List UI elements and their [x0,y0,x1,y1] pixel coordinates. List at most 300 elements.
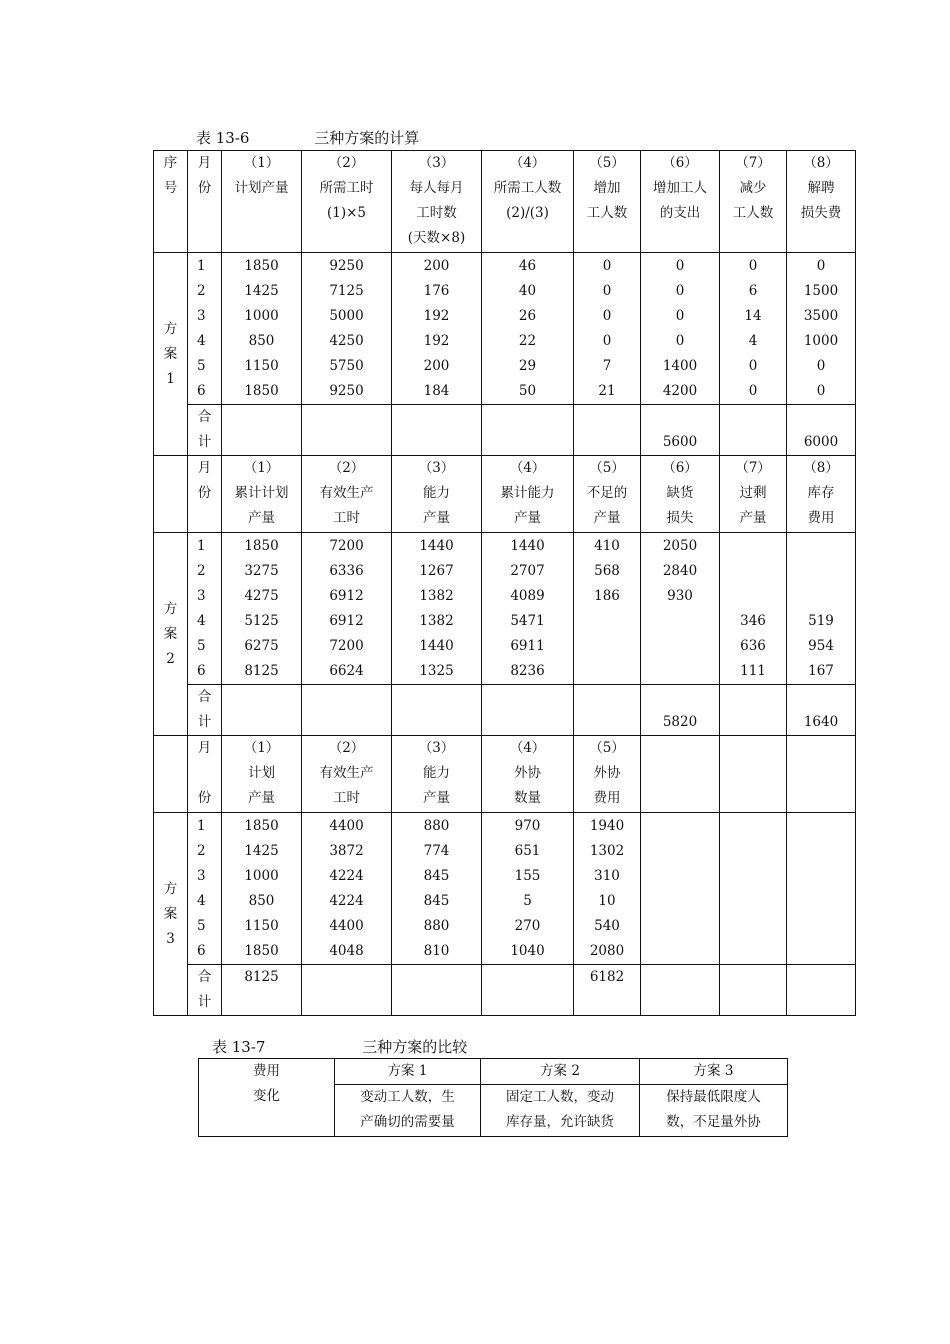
value-cell: 0 [720,354,787,379]
header-line: （1） [243,740,280,756]
plan-desc [335,1085,481,1137]
value-cell [720,889,787,914]
value-cell: 3872 [302,839,392,864]
plan-label-line: 方 [163,880,178,897]
value-cell: 6624 [302,659,392,685]
value-cell: 651 [482,839,574,864]
header-line: 工人数 [586,205,628,221]
header-cell [392,456,482,533]
value-cell: 0 [787,354,856,379]
month-cell: 5 [188,634,222,659]
month-cell: 1 [188,253,222,280]
header-line: 外协 [593,765,621,781]
header-line: 所需工时 [319,180,374,196]
value-cell [720,559,787,584]
plan-desc [640,1085,788,1137]
value-cell: 1382 [392,609,482,634]
value-cell: 636 [720,634,787,659]
value-cell: 10 [574,889,641,914]
header-line: （2） [328,460,365,476]
month-cell: 6 [188,939,222,965]
month-cell: 5 [188,354,222,379]
total-cell: 6182 [574,965,641,1016]
total-cell [482,685,574,736]
plan-desc-line: 变动工人数，生 [360,1089,455,1105]
value-cell: 1302 [574,839,641,864]
header-line [641,736,719,761]
header-line: 累计计划 [234,485,289,501]
value-cell: 2050 [641,533,720,560]
header-line: 产量 [514,510,541,526]
total-label-cell [188,965,222,1016]
value-cell: 1382 [392,584,482,609]
value-cell: 0 [641,279,720,304]
header-line: (2)/(3) [506,205,549,221]
total-label-line: 合 [197,409,212,425]
header-cell [302,151,392,253]
total-cell: 5600 [641,405,720,456]
header-line: 工时数 [416,205,457,221]
value-cell: 0 [641,329,720,354]
value-cell: 6275 [222,634,302,659]
header-month-line: 月 [197,155,212,171]
header-cell [641,736,720,813]
value-cell [720,584,787,609]
header-cell [482,151,574,253]
value-cell: 1267 [392,559,482,584]
value-cell [787,813,856,840]
value-cell: 1440 [392,634,482,659]
value-cell [720,533,787,560]
table-13-7 [198,1058,788,1137]
value-cell [720,839,787,864]
total-label-line: 计 [197,994,212,1010]
total-cell: 5820 [641,685,720,736]
total-cell [222,685,302,736]
value-cell: 0 [787,379,856,405]
value-cell: 1850 [222,253,302,280]
value-cell: 7200 [302,634,392,659]
value-cell [787,939,856,965]
value-cell: 4400 [302,914,392,939]
total-cell: 8125 [222,965,302,1016]
header-cell [302,736,392,813]
plan-label-line: 方 [163,600,178,617]
header-line: 不足的 [586,485,628,501]
month-cell: 6 [188,379,222,405]
value-cell: 0 [641,304,720,329]
value-cell: 50 [482,379,574,405]
header-cell [641,456,720,533]
row-label-line: 费用 [253,1063,280,1079]
header-line: 费用 [807,510,835,526]
value-cell [720,939,787,965]
value-cell [641,939,720,965]
header-month-cell [188,736,222,813]
header-line: （6） [662,155,698,171]
value-cell: 6912 [302,609,392,634]
header-cell [574,736,641,813]
value-cell: 519 [787,609,856,634]
plan-header-text: 方案 2 [540,1063,580,1079]
value-cell [720,914,787,939]
total-cell [392,685,482,736]
total-cell [392,405,482,456]
plan-header [335,1059,481,1085]
header-line [720,786,786,811]
value-cell: 1325 [392,659,482,685]
value-cell [574,609,641,634]
header-line: 所需工人数 [493,180,562,196]
value-cell: 26 [482,304,574,329]
header-cell [787,151,856,253]
plan-desc [481,1085,640,1137]
value-cell: 3500 [787,304,856,329]
header-line [720,761,786,786]
header-cell [787,736,856,813]
total-label-line: 计 [197,714,212,730]
plan-desc-line: 保持最低限度人 [666,1089,761,1105]
header-line: 有效生产 [319,485,374,501]
header-line: （5） [589,740,625,756]
value-cell: 6912 [302,584,392,609]
value-cell: 6 [720,279,787,304]
blank-cell [154,736,188,813]
table-13-7-number: 表 13-7 [212,1038,266,1056]
value-cell: 4275 [222,584,302,609]
total-cell [641,965,720,1016]
plan-label-cell [154,813,188,1016]
total-cell [574,685,641,736]
table-13-7-caption [212,1036,467,1057]
header-cell [392,151,482,253]
value-cell: 4200 [641,379,720,405]
header-line: （8） [803,460,839,476]
value-cell: 7125 [302,279,392,304]
value-cell: 200 [392,354,482,379]
value-cell [720,813,787,840]
header-line: 能力 [423,485,450,501]
value-cell: 2840 [641,559,720,584]
value-cell [641,914,720,939]
plan-label-line: 方 [163,320,178,337]
total-label-cell [188,685,222,736]
value-cell: 4400 [302,813,392,840]
header-line: 减少 [739,180,767,196]
header-month-cell [188,456,222,533]
value-cell: 346 [720,609,787,634]
header-line: 过剩 [739,485,767,501]
value-cell: 1850 [222,939,302,965]
value-cell [787,839,856,864]
value-cell: 540 [574,914,641,939]
value-cell: 22 [482,329,574,354]
header-cell [482,736,574,813]
value-cell: 0 [720,253,787,280]
table-13-6-number: 表 13-6 [196,129,250,147]
total-cell [720,965,787,1016]
header-cell [222,456,302,533]
header-line: 能力 [423,765,450,781]
header-cell [222,736,302,813]
value-cell: 1850 [222,379,302,405]
header-no-cell [154,151,188,253]
value-cell: 1000 [787,329,856,354]
value-cell: 186 [574,584,641,609]
value-cell: 845 [392,889,482,914]
value-cell: 270 [482,914,574,939]
value-cell: 954 [787,634,856,659]
plan-desc-line: 固定工人数，变动 [506,1089,614,1105]
header-cell [720,456,787,533]
value-cell [787,559,856,584]
blank-cell [154,456,188,533]
plan-label-line: 2 [166,650,175,667]
header-line: 计划 [248,765,275,781]
plan-label-cell [154,253,188,456]
value-cell: 774 [392,839,482,864]
month-cell: 2 [188,559,222,584]
header-month-line: 月 [197,460,212,476]
header-month-cell [188,151,222,253]
plan-header [481,1059,640,1085]
value-cell [641,634,720,659]
value-cell [641,839,720,864]
header-cell [787,456,856,533]
value-cell: 0 [641,253,720,280]
header-cell [574,151,641,253]
value-cell: 46 [482,253,574,280]
month-cell: 1 [188,813,222,840]
header-line: 损失 [666,510,694,526]
total-cell [302,965,392,1016]
value-cell: 155 [482,864,574,889]
header-line: 累计能力 [500,485,555,501]
value-cell: 1150 [222,914,302,939]
value-cell: 4250 [302,329,392,354]
value-cell: 1150 [222,354,302,379]
header-line: （8） [803,155,839,171]
plan-label-line: 1 [166,370,175,387]
value-cell: 40 [482,279,574,304]
header-line: 损失费 [800,205,842,221]
value-cell: 1500 [787,279,856,304]
value-cell: 1400 [641,354,720,379]
value-cell [641,889,720,914]
header-line: （3） [418,460,455,476]
value-cell: 310 [574,864,641,889]
plan-desc-line: 数，不足量外协 [666,1114,761,1130]
header-line [787,761,855,786]
value-cell: 0 [574,253,641,280]
row-label-line: 变化 [253,1088,280,1104]
header-line: （7） [735,460,771,476]
value-cell: 0 [574,329,641,354]
total-label-line: 计 [197,434,212,450]
header-line: 产量 [248,510,275,526]
value-cell: 410 [574,533,641,560]
total-cell: 6000 [787,405,856,456]
value-cell [720,864,787,889]
header-line: (1)×5 [326,205,367,221]
header-line: （7） [735,155,771,171]
header-line: （4） [509,460,546,476]
header-line: 增加工人 [653,180,707,196]
header-line: 的支出 [659,205,701,221]
value-cell [641,659,720,685]
value-cell: 845 [392,864,482,889]
value-cell: 1425 [222,839,302,864]
value-cell: 4224 [302,864,392,889]
header-line: 产量 [248,790,275,806]
month-cell: 4 [188,329,222,354]
header-cell [482,456,574,533]
total-label-cell [188,405,222,456]
month-cell: 3 [188,864,222,889]
value-cell: 8125 [222,659,302,685]
value-cell: 5000 [302,304,392,329]
value-cell: 0 [574,279,641,304]
table-13-6-caption [196,127,419,148]
total-label-line: 合 [197,969,212,985]
month-cell: 4 [188,889,222,914]
value-cell: 111 [720,659,787,685]
month-cell: 2 [188,839,222,864]
value-cell: 1850 [222,533,302,560]
header-line: 库存 [807,485,835,501]
plan-header-text: 方案 1 [387,1063,428,1079]
value-cell: 7 [574,354,641,379]
header-cell [641,151,720,253]
header-line: 增加 [593,180,621,196]
value-cell: 810 [392,939,482,965]
value-cell: 184 [392,379,482,405]
value-cell: 2707 [482,559,574,584]
value-cell: 4224 [302,889,392,914]
header-line: 产量 [739,510,767,526]
value-cell: 568 [574,559,641,584]
month-cell: 1 [188,533,222,560]
value-cell: 4089 [482,584,574,609]
total-cell [392,965,482,1016]
table-13-7-title: 三种方案的比较 [362,1038,468,1056]
total-cell: 1640 [787,685,856,736]
value-cell [641,813,720,840]
header-line: （5） [589,155,625,171]
header-line: 缺货 [666,485,694,501]
value-cell: 1440 [392,533,482,560]
header-line: 计划产量 [234,180,289,196]
plan-header [640,1059,788,1085]
value-cell: 176 [392,279,482,304]
value-cell: 14 [720,304,787,329]
header-line: 产量 [423,790,450,806]
row-label-cell [199,1059,335,1137]
header-line: （6） [662,460,698,476]
value-cell: 9250 [302,253,392,280]
header-line: 有效生产 [319,765,374,781]
value-cell: 9250 [302,379,392,405]
header-line [787,736,855,761]
header-line: 费用 [593,790,621,806]
value-cell: 5125 [222,609,302,634]
value-cell: 3275 [222,559,302,584]
value-cell: 970 [482,813,574,840]
value-cell: 7200 [302,533,392,560]
value-cell [787,584,856,609]
plan-header-text: 方案 3 [693,1063,734,1079]
value-cell: 200 [392,253,482,280]
header-line: 外协 [514,765,541,781]
value-cell: 29 [482,354,574,379]
value-cell: 930 [641,584,720,609]
value-cell: 8236 [482,659,574,685]
header-cell [720,736,787,813]
header-line [222,201,301,226]
header-line [720,736,786,761]
header-line: 每人每月 [409,180,464,196]
header-line: 工时 [333,790,360,806]
header-cell [222,151,302,253]
total-label-line: 合 [197,689,212,705]
header-month-line: 份 [197,485,212,501]
header-cell [392,736,482,813]
value-cell: 0 [787,253,856,280]
month-cell: 2 [188,279,222,304]
header-no-line: 序 [163,155,178,171]
header-line [641,761,719,786]
header-line: （5） [589,460,625,476]
header-line [787,786,855,811]
total-cell [302,405,392,456]
value-cell: 1440 [482,533,574,560]
header-line [641,786,719,811]
header-month-line: 份 [197,790,212,806]
plan-desc-line: 库存量，允许缺货 [506,1114,614,1130]
total-cell [720,685,787,736]
value-cell [787,533,856,560]
value-cell [641,864,720,889]
value-cell: 880 [392,813,482,840]
month-cell: 6 [188,659,222,685]
month-cell: 5 [188,914,222,939]
value-cell: 5 [482,889,574,914]
value-cell: 6911 [482,634,574,659]
value-cell: 4 [720,329,787,354]
header-line: 数量 [514,790,541,806]
header-cell [720,151,787,253]
value-cell: 167 [787,659,856,685]
value-cell [787,864,856,889]
header-line: （2） [328,740,365,756]
total-cell [720,405,787,456]
value-cell: 192 [392,304,482,329]
header-line: （4） [509,740,546,756]
header-line: (天数×8) [407,230,466,246]
plan-label-line: 3 [166,930,175,947]
value-cell: 0 [720,379,787,405]
value-cell: 2080 [574,939,641,965]
value-cell: 192 [392,329,482,354]
header-line: 解聘 [807,180,835,196]
spacer [188,761,221,786]
value-cell: 0 [574,304,641,329]
value-cell: 850 [222,329,302,354]
value-cell: 1000 [222,304,302,329]
total-cell [574,405,641,456]
header-line: 产量 [423,510,450,526]
value-cell: 5750 [302,354,392,379]
